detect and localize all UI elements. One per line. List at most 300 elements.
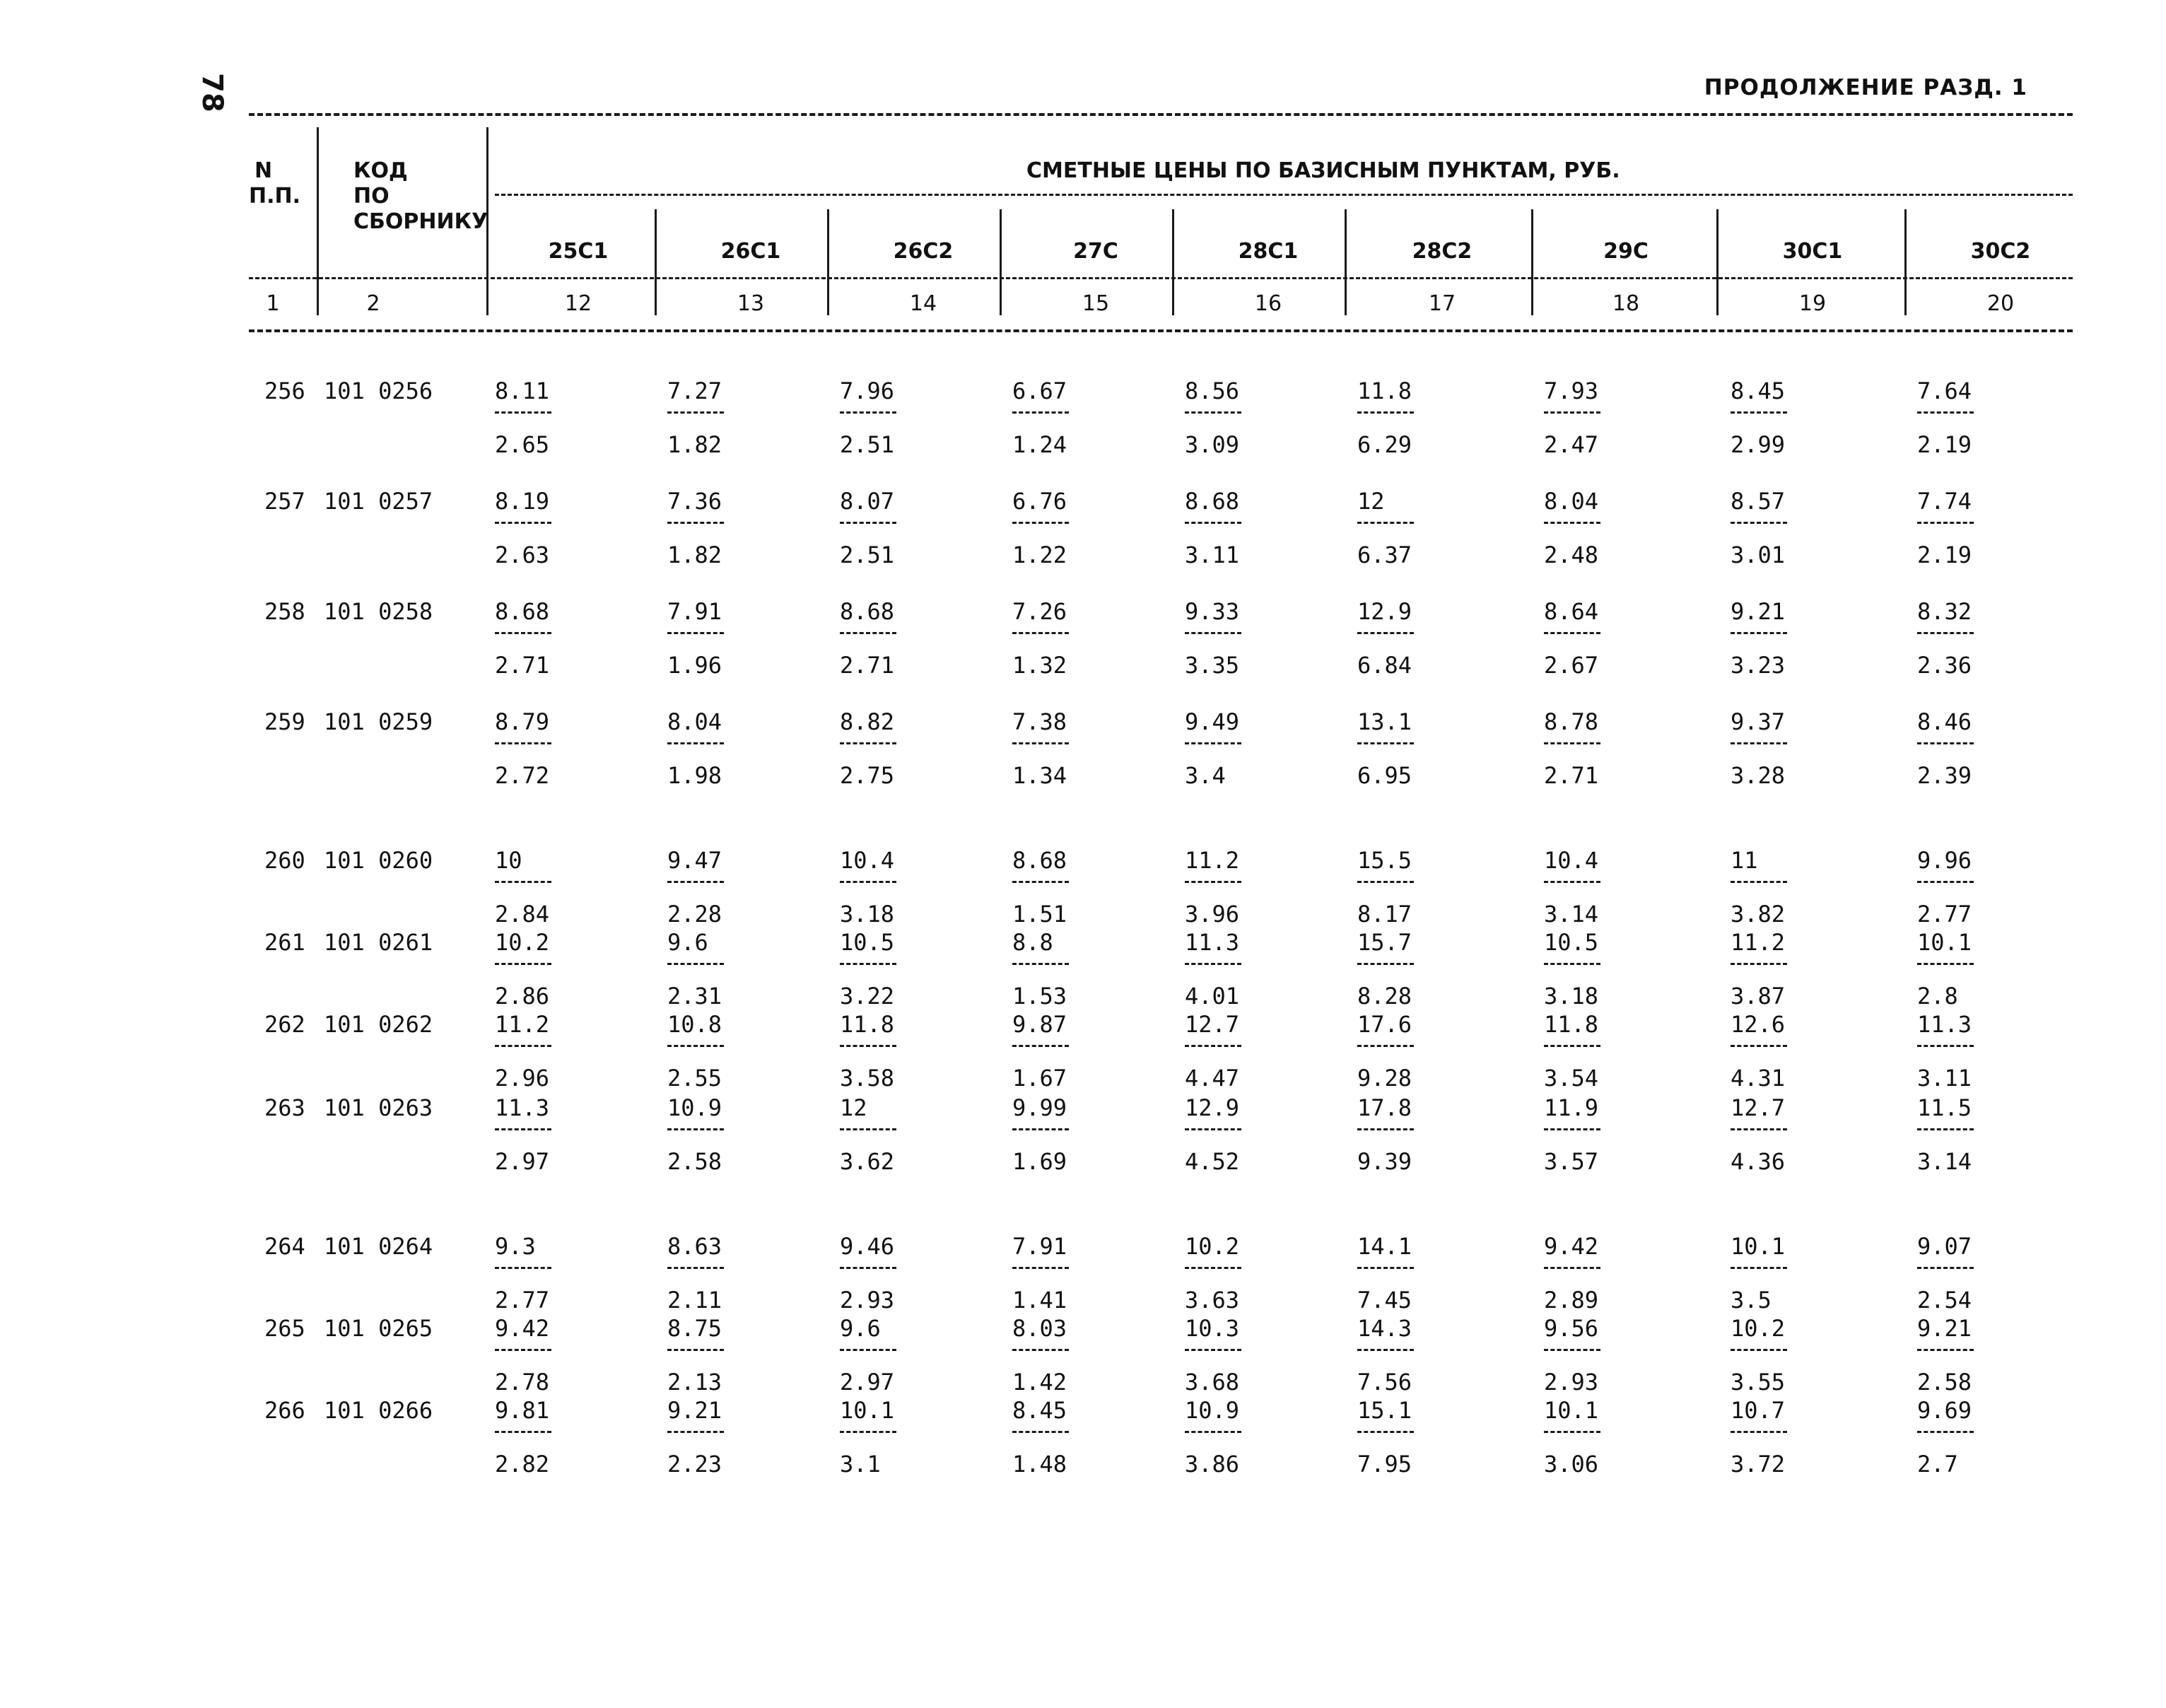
fraction-line (495, 1431, 551, 1433)
fraction-line (667, 1267, 724, 1269)
price-total: 11.2 (1185, 847, 1240, 874)
fraction-line (1917, 881, 1974, 883)
fraction-line (495, 1045, 551, 1047)
row-code: 101 0266 (324, 1397, 433, 1424)
fraction-line (667, 963, 724, 965)
price-total: 15.1 (1357, 1397, 1412, 1424)
price-total: 9.42 (495, 1315, 550, 1342)
zone-header: 30С2 (1970, 239, 2031, 264)
row-number: 261 (264, 929, 305, 956)
fraction-line (1357, 881, 1414, 883)
price-total: 6.76 (1012, 488, 1067, 515)
row-code: 101 0263 (324, 1094, 433, 1121)
price-total: 9.21 (1917, 1315, 1972, 1342)
fraction-line (1185, 632, 1241, 634)
fraction-line (1185, 963, 1241, 965)
price-wage: 3.09 (1185, 431, 1240, 458)
price-total: 13.1 (1357, 708, 1412, 735)
price-total: 6.67 (1012, 378, 1067, 404)
price-total: 12.9 (1357, 598, 1412, 625)
zone-header: 28С2 (1412, 239, 1473, 264)
price-total: 12.9 (1185, 1094, 1240, 1121)
price-total: 11.3 (1917, 1011, 1972, 1038)
price-wage: 2.86 (495, 983, 550, 1010)
price-total: 9.21 (1731, 598, 1786, 625)
price-wage: 3.22 (840, 983, 895, 1010)
price-wage: 2.96 (495, 1065, 550, 1092)
price-wage: 3.01 (1731, 542, 1786, 568)
price-total: 12.6 (1731, 1011, 1786, 1038)
price-total: 12.7 (1731, 1094, 1786, 1121)
fraction-line (840, 1431, 896, 1433)
fraction-line (1731, 881, 1787, 883)
price-total: 9.69 (1917, 1397, 1972, 1424)
price-wage: 2.47 (1544, 431, 1599, 458)
zone-header: 25С1 (548, 239, 609, 264)
row-number: 258 (264, 598, 305, 625)
price-total: 17.8 (1357, 1094, 1412, 1121)
price-total: 12.7 (1185, 1011, 1240, 1038)
price-wage: 1.41 (1012, 1287, 1067, 1314)
price-wage: 2.93 (840, 1287, 895, 1314)
price-total: 10.2 (495, 929, 550, 956)
fraction-line (1185, 1267, 1241, 1269)
fraction-line (1357, 1128, 1414, 1130)
price-wage: 2.72 (495, 762, 550, 789)
price-wage: 3.86 (1185, 1451, 1240, 1478)
price-total: 8.57 (1731, 488, 1786, 515)
fraction-line (1012, 411, 1069, 414)
price-wage: 6.37 (1357, 542, 1412, 568)
column-number: 19 (1798, 291, 1827, 316)
price-wage: 1.67 (1012, 1065, 1067, 1092)
price-wage: 1.53 (1012, 983, 1067, 1010)
price-total: 10.1 (840, 1397, 895, 1424)
price-total: 11.5 (1917, 1094, 1972, 1121)
price-wage: 2.54 (1917, 1287, 1972, 1314)
fraction-line (1917, 1128, 1974, 1130)
price-total: 9.6 (667, 929, 708, 956)
price-total: 11.3 (495, 1094, 550, 1121)
price-wage: 2.97 (840, 1369, 895, 1396)
fraction-line (495, 1128, 551, 1130)
row-number: 266 (264, 1397, 305, 1424)
fraction-line (667, 1431, 724, 1433)
price-total: 7.26 (1012, 598, 1067, 625)
fraction-line (1544, 1128, 1600, 1130)
fraction-line (1357, 411, 1414, 414)
column-number: 12 (564, 291, 592, 316)
row-number: 263 (264, 1094, 305, 1121)
zone-header: 26С1 (720, 239, 781, 264)
fraction-line (1012, 1267, 1069, 1269)
fraction-line (1012, 1128, 1069, 1130)
price-total: 8.8 (1012, 929, 1053, 956)
fraction-line (1357, 742, 1414, 744)
fraction-line (840, 742, 896, 744)
price-wage: 3.06 (1544, 1451, 1599, 1478)
fraction-line (667, 742, 724, 744)
row-number: 265 (264, 1315, 305, 1342)
fraction-line (1917, 963, 1974, 965)
fraction-line (1544, 1349, 1600, 1351)
price-wage: 2.58 (1917, 1369, 1972, 1396)
fraction-line (495, 1349, 551, 1351)
col-num-label-pp: П.П. (249, 184, 301, 209)
fraction-line (495, 411, 551, 414)
price-total: 9.81 (495, 1397, 550, 1424)
price-total: 8.04 (667, 708, 722, 735)
fraction-line (840, 1045, 896, 1047)
price-wage: 3.82 (1731, 901, 1786, 928)
price-total: 9.99 (1012, 1094, 1067, 1121)
price-wage: 6.84 (1357, 652, 1412, 679)
fraction-line (1012, 881, 1069, 883)
price-total: 8.19 (495, 488, 550, 515)
row-code: 101 0265 (324, 1315, 433, 1342)
price-total: 8.68 (840, 598, 895, 625)
fraction-line (667, 1349, 724, 1351)
page-number: 78 (195, 73, 228, 112)
price-wage: 2.19 (1917, 542, 1972, 568)
fraction-line (1917, 742, 1974, 744)
price-total: 7.96 (840, 378, 895, 404)
price-total: 8.46 (1917, 708, 1972, 735)
price-total: 7.27 (667, 378, 722, 404)
price-total: 7.93 (1544, 378, 1599, 404)
price-wage: 1.34 (1012, 762, 1067, 789)
price-wage: 3.23 (1731, 652, 1786, 679)
price-total: 8.78 (1544, 708, 1599, 735)
fraction-line (667, 1128, 724, 1130)
price-wage: 2.58 (667, 1148, 722, 1175)
price-wage: 3.57 (1544, 1148, 1599, 1175)
fraction-line (1731, 522, 1787, 524)
price-wage: 2.13 (667, 1369, 722, 1396)
zone-header: 28С1 (1238, 239, 1299, 264)
price-total: 10.3 (1185, 1315, 1240, 1342)
fraction-line (495, 522, 551, 524)
price-total: 15.5 (1357, 847, 1412, 874)
price-wage: 2.77 (495, 1287, 550, 1314)
price-wage: 2.99 (1731, 431, 1786, 458)
price-total: 10.1 (1731, 1233, 1786, 1260)
row-code: 101 0259 (324, 708, 433, 735)
row-code: 101 0258 (324, 598, 433, 625)
price-total: 8.68 (1012, 847, 1067, 874)
price-wage: 2.75 (840, 762, 895, 789)
price-wage: 9.28 (1357, 1065, 1412, 1092)
fraction-line (1012, 1431, 1069, 1433)
row-number: 264 (264, 1233, 305, 1260)
price-total: 8.32 (1917, 598, 1972, 625)
price-total: 8.64 (1544, 598, 1599, 625)
zone-header: 26С2 (893, 239, 954, 264)
prices-group-label: СМЕТНЫЕ ЦЕНЫ ПО БАЗИСНЫМ ПУНКТАМ, РУБ. (1026, 158, 1620, 183)
fraction-line (1544, 1431, 1600, 1433)
fraction-line (1185, 522, 1241, 524)
fraction-line (840, 1267, 896, 1269)
price-total: 10.5 (1544, 929, 1599, 956)
fraction-line (1012, 963, 1069, 965)
price-wage: 3.18 (840, 901, 895, 928)
price-total: 9.6 (840, 1315, 881, 1342)
price-total: 8.63 (667, 1233, 722, 1260)
price-total: 9.96 (1917, 847, 1972, 874)
column-number: 20 (1986, 291, 2015, 316)
row-code: 101 0257 (324, 488, 433, 515)
fraction-line (1917, 632, 1974, 634)
price-wage: 3.35 (1185, 652, 1240, 679)
fraction-line (840, 411, 896, 414)
price-wage: 3.72 (1731, 1451, 1786, 1478)
fraction-line (1731, 632, 1787, 634)
fraction-line (1917, 1431, 1974, 1433)
fraction-line (1731, 1349, 1787, 1351)
price-wage: 3.11 (1917, 1065, 1972, 1092)
column-number: 13 (737, 291, 765, 316)
price-wage: 2.78 (495, 1369, 550, 1396)
price-total: 9.21 (667, 1397, 722, 1424)
price-total: 7.91 (1012, 1233, 1067, 1260)
price-wage: 9.39 (1357, 1148, 1412, 1175)
price-wage: 3.14 (1544, 901, 1599, 928)
price-wage: 7.45 (1357, 1287, 1412, 1314)
price-total: 8.11 (495, 378, 550, 404)
fraction-line (495, 1267, 551, 1269)
price-total: 9.46 (840, 1233, 895, 1260)
price-wage: 1.48 (1012, 1451, 1067, 1478)
price-wage: 2.71 (1544, 762, 1599, 789)
fraction-line (667, 632, 724, 634)
price-wage: 2.8 (1917, 983, 1958, 1010)
price-total: 7.36 (667, 488, 722, 515)
price-wage: 4.52 (1185, 1148, 1240, 1175)
price-total: 11.8 (1544, 1011, 1599, 1038)
price-total: 15.7 (1357, 929, 1412, 956)
price-wage: 2.71 (840, 652, 895, 679)
fraction-line (667, 411, 724, 414)
price-total: 10.8 (667, 1011, 722, 1038)
fraction-line (840, 881, 896, 883)
section-continuation-title: ПРОДОЛЖЕНИЕ РАЗД. 1 (1704, 75, 2027, 100)
price-total: 11.8 (840, 1011, 895, 1038)
fraction-line (1731, 1431, 1787, 1433)
price-total: 9.07 (1917, 1233, 1972, 1260)
fraction-line (1544, 632, 1600, 634)
price-total: 10.2 (1185, 1233, 1240, 1260)
price-total: 8.03 (1012, 1315, 1067, 1342)
fraction-line (1357, 522, 1414, 524)
fraction-line (667, 881, 724, 883)
price-wage: 2.23 (667, 1451, 722, 1478)
price-total: 10.1 (1917, 929, 1972, 956)
fraction-line (840, 632, 896, 634)
price-total: 10.1 (1544, 1397, 1599, 1424)
price-wage: 4.36 (1731, 1148, 1786, 1175)
price-wage: 3.1 (840, 1451, 881, 1478)
price-wage: 7.95 (1357, 1451, 1412, 1478)
price-total: 8.82 (840, 708, 895, 735)
fraction-line (1357, 1349, 1414, 1351)
price-total: 10.9 (667, 1094, 722, 1121)
column-number: 1 (266, 291, 280, 316)
fraction-line (1357, 1267, 1414, 1269)
fraction-line (1917, 1349, 1974, 1351)
price-wage: 2.93 (1544, 1369, 1599, 1396)
price-wage: 1.32 (1012, 652, 1067, 679)
zone-header: 29С (1603, 239, 1649, 264)
price-wage: 8.28 (1357, 983, 1412, 1010)
price-total: 8.04 (1544, 488, 1599, 515)
row-code: 101 0256 (324, 378, 433, 404)
price-total: 9.56 (1544, 1315, 1599, 1342)
price-total: 10.4 (840, 847, 895, 874)
price-wage: 1.98 (667, 762, 722, 789)
price-wage: 2.89 (1544, 1287, 1599, 1314)
price-total: 11.3 (1185, 929, 1240, 956)
row-number: 259 (264, 708, 305, 735)
fraction-line (495, 881, 551, 883)
fraction-line (1185, 1128, 1241, 1130)
col-code-label: КОД (353, 158, 408, 183)
price-wage: 1.42 (1012, 1369, 1067, 1396)
fraction-line (1185, 1045, 1241, 1047)
price-wage: 4.47 (1185, 1065, 1240, 1092)
price-total: 17.6 (1357, 1011, 1412, 1038)
price-total: 11.2 (495, 1011, 550, 1038)
fraction-line (840, 522, 896, 524)
price-total: 8.68 (495, 598, 550, 625)
fraction-line (1012, 522, 1069, 524)
price-wage: 2.71 (495, 652, 550, 679)
price-total: 9.3 (495, 1233, 536, 1260)
fraction-line (1544, 963, 1600, 965)
fraction-line (1185, 742, 1241, 744)
price-total: 10 (495, 847, 522, 874)
price-total: 12 (1357, 488, 1385, 515)
price-wage: 1.24 (1012, 431, 1067, 458)
price-total: 14.1 (1357, 1233, 1412, 1260)
fraction-line (1544, 1267, 1600, 1269)
price-wage: 2.65 (495, 431, 550, 458)
col-num-label-n: N (254, 158, 273, 183)
fraction-line (495, 632, 551, 634)
price-wage: 3.14 (1917, 1148, 1972, 1175)
col-code-label-po: ПО (353, 184, 390, 209)
price-wage: 3.62 (840, 1148, 895, 1175)
fraction-line (1357, 632, 1414, 634)
price-wage: 2.28 (667, 901, 722, 928)
row-number: 260 (264, 847, 305, 874)
fraction-line (1917, 411, 1974, 414)
fraction-line (1731, 1128, 1787, 1130)
row-number: 257 (264, 488, 305, 515)
price-total: 9.33 (1185, 598, 1240, 625)
price-wage: 3.58 (840, 1065, 895, 1092)
price-total: 10.5 (840, 929, 895, 956)
fraction-line (1357, 963, 1414, 965)
row-code: 101 0264 (324, 1233, 433, 1260)
price-wage: 3.28 (1731, 762, 1786, 789)
price-wage: 4.31 (1731, 1065, 1786, 1092)
column-number: 18 (1612, 291, 1640, 316)
fraction-line (1012, 1349, 1069, 1351)
fraction-line (1731, 963, 1787, 965)
price-wage: 2.67 (1544, 652, 1599, 679)
fraction-line (1185, 1431, 1241, 1433)
fraction-line (1544, 742, 1600, 744)
fraction-line (1731, 411, 1787, 414)
fraction-line (495, 963, 551, 965)
price-wage: 1.69 (1012, 1148, 1067, 1175)
price-wage: 6.95 (1357, 762, 1412, 789)
fraction-line (1357, 1045, 1414, 1047)
fraction-line (1731, 1045, 1787, 1047)
price-total: 8.45 (1731, 378, 1786, 404)
fraction-line (1185, 1349, 1241, 1351)
price-wage: 2.51 (840, 431, 895, 458)
col-code-label-sbornik: СБОРНИКУ (353, 209, 488, 234)
price-total: 14.3 (1357, 1315, 1412, 1342)
row-number: 262 (264, 1011, 305, 1038)
fraction-line (1917, 1267, 1974, 1269)
price-wage: 8.17 (1357, 901, 1412, 928)
price-wage: 3.4 (1185, 762, 1226, 789)
fraction-line (667, 522, 724, 524)
fraction-line (840, 1349, 896, 1351)
row-code: 101 0260 (324, 847, 433, 874)
price-total: 8.79 (495, 708, 550, 735)
price-wage: 6.29 (1357, 431, 1412, 458)
fraction-line (1731, 1267, 1787, 1269)
fraction-line (495, 742, 551, 744)
fraction-line (1731, 742, 1787, 744)
price-wage: 3.54 (1544, 1065, 1599, 1092)
price-total: 9.47 (667, 847, 722, 874)
fraction-line (1185, 881, 1241, 883)
price-wage: 2.36 (1917, 652, 1972, 679)
column-number: 16 (1254, 291, 1282, 316)
price-wage: 4.01 (1185, 983, 1240, 1010)
price-total: 9.42 (1544, 1233, 1599, 1260)
price-total: 9.49 (1185, 708, 1240, 735)
price-wage: 1.82 (667, 431, 722, 458)
price-wage: 3.5 (1731, 1287, 1772, 1314)
price-wage: 1.82 (667, 542, 722, 568)
price-wage: 3.11 (1185, 542, 1240, 568)
price-wage: 2.19 (1917, 431, 1972, 458)
fraction-line (667, 1045, 724, 1047)
price-total: 9.37 (1731, 708, 1786, 735)
zone-header: 27С (1073, 239, 1118, 264)
column-number: 15 (1082, 291, 1110, 316)
price-wage: 2.77 (1917, 901, 1972, 928)
price-total: 10.9 (1185, 1397, 1240, 1424)
price-total: 7.64 (1917, 378, 1972, 404)
price-total: 11.8 (1357, 378, 1412, 404)
price-total: 10.7 (1731, 1397, 1786, 1424)
row-code: 101 0262 (324, 1011, 433, 1038)
price-total: 8.07 (840, 488, 895, 515)
row-code: 101 0261 (324, 929, 433, 956)
fraction-line (1357, 1431, 1414, 1433)
price-wage: 2.84 (495, 901, 550, 928)
price-total: 7.91 (667, 598, 722, 625)
row-number: 256 (264, 378, 305, 404)
price-total: 11 (1731, 847, 1758, 874)
price-total: 12 (840, 1094, 867, 1121)
